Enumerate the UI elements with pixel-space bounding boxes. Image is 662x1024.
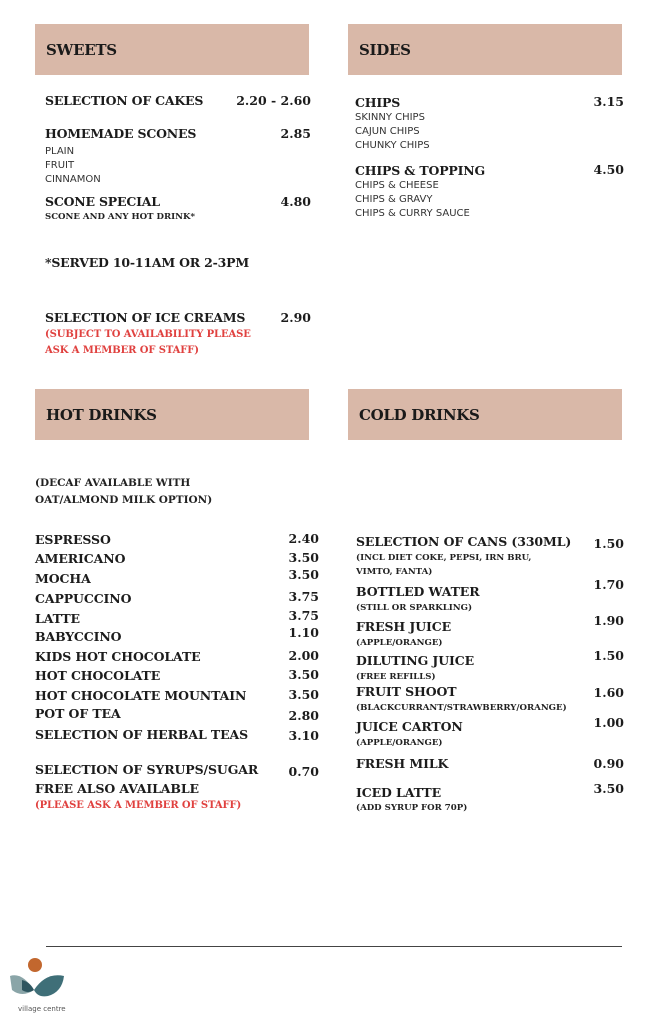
decaf-note-1: (DECAF AVAILABLE WITH [35,477,191,489]
hot-drink-herbal-teas-price: 3.10 [288,728,319,743]
cold-drink-bottled-water-note: (STILL OR SPARKLING) [356,603,473,613]
cold-drink-diluting-juice-note: (FREE REFILLS) [356,672,436,682]
scone-option-cinnamon: CINNAMON [45,174,101,185]
ice-creams-note-2: ASK A MEMBER OF STAFF) [45,345,199,356]
cold-drink-iced-latte: ICED LATTE [356,785,442,800]
syrups-note: (PLEASE ASK A MEMBER OF STAFF) [35,800,242,811]
chips-topping-price: 4.50 [593,162,624,177]
hot-drink-kids-hot-chocolate-price: 2.00 [288,648,319,663]
syrups-line-2: FREE ALSO AVAILABLE [35,781,199,796]
cold-drink-fruit-shoot-note: (BLACKCURRANT/STRAWBERRY/ORANGE) [356,703,567,713]
footer-divider [46,946,622,947]
decaf-note-2: OAT/ALMOND MILK OPTION) [35,494,213,506]
scone-special-name: SCONE SPECIAL [45,194,160,209]
cakes-price: 2.20 - 2.60 [236,93,311,108]
hot-drink-pot-of-tea: POT OF TEA [35,706,121,721]
hot-drink-babyccino: BABYCCINO [35,629,122,644]
cold-drink-bottled-water: BOTTLED WATER [356,584,480,599]
hot-drink-mocha: MOCHA [35,571,91,586]
cold-drinks-header [348,389,622,440]
chips-option-skinny: SKINNY CHIPS [355,112,425,123]
sides-header [348,24,622,75]
cold-drink-fresh-juice-price: 1.90 [593,613,624,628]
logo-text: village centre [18,1005,66,1013]
cold-drink-cans-price: 1.50 [593,536,624,551]
cold-drink-fresh-milk-price: 0.90 [593,756,624,771]
scones-name: HOMEMADE SCONES [45,126,197,141]
topping-option-curry: CHIPS & CURRY SAUCE [355,208,470,219]
cold-drink-juice-carton: JUICE CARTON [356,719,463,734]
served-times: *SERVED 10-11AM OR 2-3PM [45,255,249,270]
scone-option-fruit: FRUIT [45,160,75,171]
scone-special-note: SCONE AND ANY HOT DRINK* [45,212,195,222]
cold-drinks-title: COLD DRINKS [359,405,480,424]
scones-price: 2.85 [280,126,311,141]
hot-drink-latte: LATTE [35,611,80,626]
cold-drink-iced-latte-price: 3.50 [593,781,624,796]
hot-drink-cappuccino: CAPPUCCINO [35,591,132,606]
hot-drink-latte-price: 3.75 [288,608,319,623]
cold-drink-iced-latte-note: (ADD SYRUP FOR 70P) [356,803,468,813]
cakes-name: SELECTION OF CAKES [45,93,204,108]
hot-drink-pot-of-tea-price: 2.80 [288,708,319,723]
cold-drink-diluting-juice: DILUTING JUICE [356,653,475,668]
ice-creams-price: 2.90 [280,310,311,325]
hot-drink-hot-chocolate-mountain: HOT CHOCOLATE MOUNTAIN [35,688,247,703]
hot-drink-espresso: ESPRESSO [35,532,111,547]
cold-drink-fresh-milk: FRESH MILK [356,756,449,771]
cold-drink-cans: SELECTION OF CANS (330ML) [356,534,572,549]
cold-drink-fruit-shoot-price: 1.60 [593,685,624,700]
hot-drinks-title: HOT DRINKS [46,405,157,424]
chips-option-cajun: CAJUN CHIPS [355,126,420,137]
topping-option-gravy: CHIPS & GRAVY [355,194,433,205]
cold-drink-fresh-juice-note: (APPLE/ORANGE) [356,638,443,648]
hot-drink-babyccino-price: 1.10 [288,625,319,640]
ice-creams-note-1: (SUBJECT TO AVAILABILITY PLEASE [45,329,251,340]
chips-name: CHIPS [355,95,401,110]
hot-drink-hot-chocolate-price: 3.50 [288,667,319,682]
sweets-title: SWEETS [46,40,117,59]
cold-drink-cans-note-1: (INCL DIET COKE, PEPSI, IRN BRU, [356,553,532,563]
ice-creams-name: SELECTION OF ICE CREAMS [45,310,246,325]
syrups-line-1: SELECTION OF SYRUPS/SUGAR [35,762,259,777]
chips-option-chunky: CHUNKY CHIPS [355,140,430,151]
sides-title: SIDES [359,40,411,59]
hot-drink-hot-chocolate-mountain-price: 3.50 [288,687,319,702]
hot-drink-americano: AMERICANO [35,551,126,566]
hot-drink-herbal-teas: SELECTION OF HERBAL TEAS [35,727,249,742]
cold-drink-cans-note-2: VIMTO, FANTA) [356,567,433,577]
cold-drink-fresh-juice: FRESH JUICE [356,619,452,634]
cold-drink-juice-carton-note: (APPLE/ORANGE) [356,738,443,748]
cold-drink-juice-carton-price: 1.00 [593,715,624,730]
scone-special-price: 4.80 [280,194,311,209]
chips-topping-name: CHIPS & TOPPING [355,163,485,178]
hot-drink-espresso-price: 2.40 [288,531,319,546]
cold-drink-bottled-water-price: 1.70 [593,577,624,592]
chips-price: 3.15 [593,94,624,109]
cold-drink-fruit-shoot: FRUIT SHOOT [356,684,457,699]
hot-drinks-header [35,389,309,440]
hot-drink-hot-chocolate: HOT CHOCOLATE [35,668,161,683]
hot-drink-kids-hot-chocolate: KIDS HOT CHOCOLATE [35,649,201,664]
cold-drink-diluting-juice-price: 1.50 [593,648,624,663]
sweets-header [35,24,309,75]
syrups-price: 0.70 [288,764,319,779]
scone-option-plain: PLAIN [45,146,75,157]
topping-option-cheese: CHIPS & CHEESE [355,180,439,191]
hot-drink-americano-price: 3.50 [288,550,319,565]
hot-drink-mocha-price: 3.50 [288,567,319,582]
hot-drink-cappuccino-price: 3.75 [288,589,319,604]
